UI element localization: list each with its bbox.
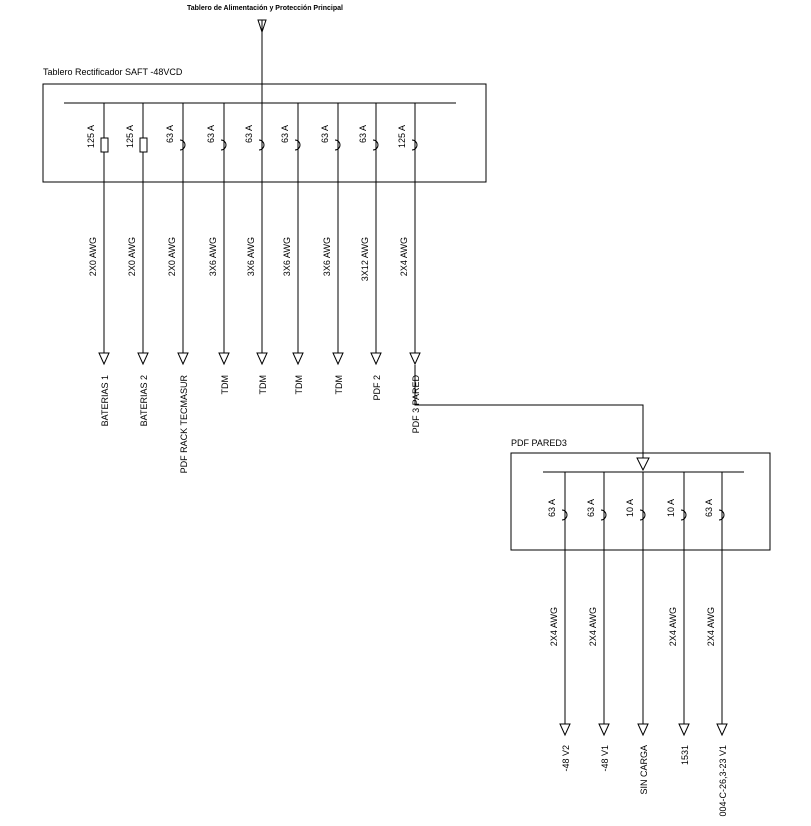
- rectifier-circuit-cable-label: 3X12 AWG: [360, 237, 370, 282]
- wall-circuit-rating: 63 A: [547, 499, 557, 518]
- rectifier-circuit-cable-label: 2X4 AWG: [399, 237, 409, 277]
- rectifier-circuit-destination: BATERIAS 2: [139, 375, 149, 427]
- rectifier-circuit-destination: TDM: [258, 375, 268, 395]
- rectifier-circuit-destination: PDF RACK TECMASUR: [179, 375, 189, 474]
- diagram-title: Tablero de Alimentación y Protección Principal: [187, 5, 343, 12]
- rectifier-circuit-rating: 125 A: [86, 125, 96, 149]
- wall-circuit-arrow: [717, 724, 727, 735]
- rectifier-circuit-destination: TDM: [220, 375, 230, 395]
- rectifier-circuit-cable-label: 2X0 AWG: [167, 237, 177, 277]
- wall-circuit-cable-label: 2X4 AWG: [588, 607, 598, 647]
- rectifier-circuit-arrow: [178, 353, 188, 364]
- rectifier-circuit-fuse-symbol: [140, 138, 147, 152]
- rectifier-circuit-destination: TDM: [334, 375, 344, 395]
- wall-circuit-arrow: [560, 724, 570, 735]
- rectifier-circuit-arrow: [219, 353, 229, 364]
- rectifier-circuit-cable-label: 3X6 AWG: [208, 237, 218, 277]
- rectifier-panel-label: Tablero Rectificador SAFT -48VCD: [43, 67, 183, 77]
- rectifier-circuit-fuse-symbol: [101, 138, 108, 152]
- rectifier-circuit-arrow: [138, 353, 148, 364]
- wall-circuit-arrow: [599, 724, 609, 735]
- wall-circuit-destination: -48 V1: [600, 745, 610, 772]
- rectifier-circuit-rating: 63 A: [320, 125, 330, 144]
- rectifier-panel-box: [43, 84, 486, 182]
- wall-circuit-rating: 10 A: [666, 499, 676, 518]
- rectifier-circuit-rating: 63 A: [206, 125, 216, 144]
- wall-panel-label: PDF PARED3: [511, 438, 567, 448]
- rectifier-circuit-arrow: [257, 353, 267, 364]
- wall-circuit-destination: 1531: [680, 745, 690, 766]
- rectifier-circuit-destination: PDF 2: [372, 375, 382, 401]
- rectifier-circuit-destination: TDM: [294, 375, 304, 395]
- wall-circuit-rating: 63 A: [704, 499, 714, 518]
- rectifier-circuit-arrow: [333, 353, 343, 364]
- wall-circuit-rating: 10 A: [625, 499, 635, 518]
- rectifier-circuit-cable-label: 3X6 AWG: [246, 237, 256, 277]
- wall-circuit-destination: -48 V2: [561, 745, 571, 772]
- rectifier-circuit-cable-label: 2X0 AWG: [127, 237, 137, 277]
- rectifier-circuit-arrow: [293, 353, 303, 364]
- wall-circuit-arrow: [638, 724, 648, 735]
- rectifier-circuit-destination: BATERIAS 1: [100, 375, 110, 427]
- rectifier-circuit-cable-label: 2X0 AWG: [88, 237, 98, 277]
- rectifier-circuit-destination: PDF 3 PARED: [411, 375, 421, 434]
- wall-circuit-destination: SIN CARGA: [639, 745, 649, 795]
- rectifier-circuit-rating: 63 A: [244, 125, 254, 144]
- rectifier-circuit-arrow: [371, 353, 381, 364]
- wall-circuit-destination: 004-C-26,3-23 V1: [718, 745, 728, 817]
- rectifier-circuit-rating: 63 A: [280, 125, 290, 144]
- wall-circuit-rating: 63 A: [586, 499, 596, 518]
- rectifier-circuit-rating: 125 A: [397, 125, 407, 149]
- rectifier-circuit-cable-label: 3X6 AWG: [322, 237, 332, 277]
- wall-circuit-arrow: [679, 724, 689, 735]
- rectifier-circuit-arrow: [410, 353, 420, 364]
- pdf3-feed-arrow: [637, 458, 649, 470]
- wall-circuit-cable-label: 2X4 AWG: [668, 607, 678, 647]
- rectifier-circuits: [86, 103, 421, 473]
- rectifier-circuit-rating: 125 A: [125, 125, 135, 149]
- rectifier-circuit-rating: 63 A: [358, 125, 368, 144]
- rectifier-circuit-rating: 63 A: [165, 125, 175, 144]
- rectifier-circuit-arrow: [99, 353, 109, 364]
- rectifier-circuit-cable-label: 3X6 AWG: [282, 237, 292, 277]
- wall-circuits: [547, 472, 728, 817]
- wall-circuit-cable-label: 2X4 AWG: [549, 607, 559, 647]
- wall-circuit-cable-label: 2X4 AWG: [706, 607, 716, 647]
